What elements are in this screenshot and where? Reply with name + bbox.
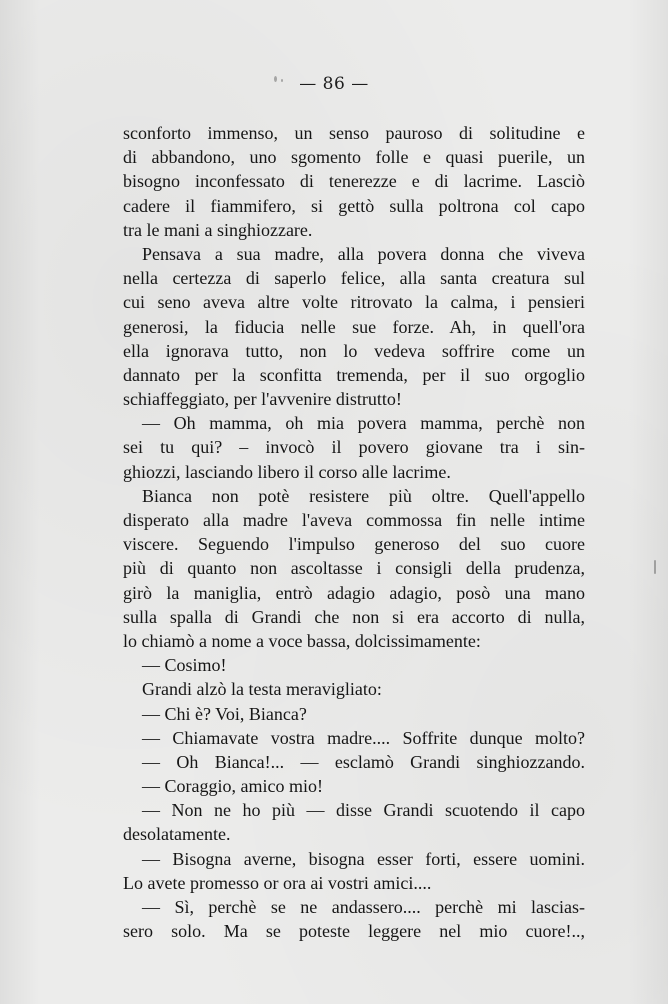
text-line: nella certezza di saperlo felice, alla santa creatura sul (123, 268, 585, 289)
text-line: Lo avete promesso or ora ai vostri amici.... (123, 872, 432, 893)
text-line: desolatamente. (123, 824, 231, 845)
text-line: — Oh mamma, oh mia povera mamma, perchè non (142, 413, 585, 434)
page-number: — 86 — (299, 74, 369, 94)
text-line: girò la maniglia, entrò adagio adagio, posò una mano (123, 582, 585, 603)
text-line: più di quanto non ascoltasse i consigli della prudenza, (123, 558, 585, 579)
text-line: schiaffeggiato, per l'avvenire distrutto! (123, 389, 402, 410)
text-line: — Non ne ho più — disse Grandi scuotendo il capo (142, 800, 585, 821)
text-line: sero solo. Ma se poteste leggere nel mio cuore!.., (123, 921, 585, 942)
text-line: cui seno aveva altre volte ritrovato la calma, i pensieri (123, 292, 585, 313)
text-line: — Oh Bianca!... — esclamò Grandi singhiozzando. (142, 751, 585, 772)
text-line: bisogno inconfessato di tenerezze e di lacrime. Lasciò (123, 171, 585, 192)
text-line: viscere. Seguendo l'impulso generoso del suo cuore (123, 534, 585, 555)
text-line: Pensava a sua madre, alla povera donna che viveva (142, 243, 585, 264)
text-line: — Chi è? Voi, Bianca? (142, 703, 307, 724)
text-line: generosi, la fiducia nelle sue forze. Ah, in quell'ora (123, 316, 585, 337)
text-line: ghiozzi, lasciando libero il corso alle lacrime. (123, 461, 451, 482)
body-text (123, 121, 585, 943)
text-line: sulla spalla di Grandi che non si era accorto di nulla, (123, 606, 585, 627)
text-line: Grandi alzò la testa meravigliato: (142, 679, 382, 700)
text-line: Bianca non potè resistere più oltre. Quell'appello (142, 485, 585, 506)
text-line: — Coraggio, amico mio! (142, 776, 323, 797)
text-line: cadere il fiammifero, si gettò sulla poltrona col capo (123, 195, 585, 216)
ink-speck (654, 560, 656, 574)
text-line: tra le mani a singhiozzare. (123, 219, 313, 240)
text-line: ella ignorava tutto, non lo vedeva soffrire come un (123, 340, 585, 361)
text-line: — Sì, perchè se ne andassero.... perchè mi lascias- (142, 897, 585, 917)
text-line: dannato per la sconfitta tremenda, per il suo orgoglio (123, 364, 585, 385)
text-line: — Cosimo! (142, 655, 227, 676)
text-line: — Bisogna averne, bisogna esser forti, essere uomini. (142, 848, 585, 869)
text-line: sconforto immenso, un senso pauroso di solitudine e (123, 123, 585, 143)
text-line: disperato alla madre l'aveva commossa fin nelle intime (123, 510, 585, 530)
text-line: — Chiamavate vostra madre.... Soffrite dunque molto? (142, 727, 585, 748)
text-line: sei tu qui? – invocò il povero giovane tra i sin- (123, 437, 585, 458)
text-line: di abbandono, uno sgomento folle e quasi puerile, un (123, 147, 585, 168)
text-line: lo chiamò a nome a voce bassa, dolcissimamente: (123, 630, 481, 651)
